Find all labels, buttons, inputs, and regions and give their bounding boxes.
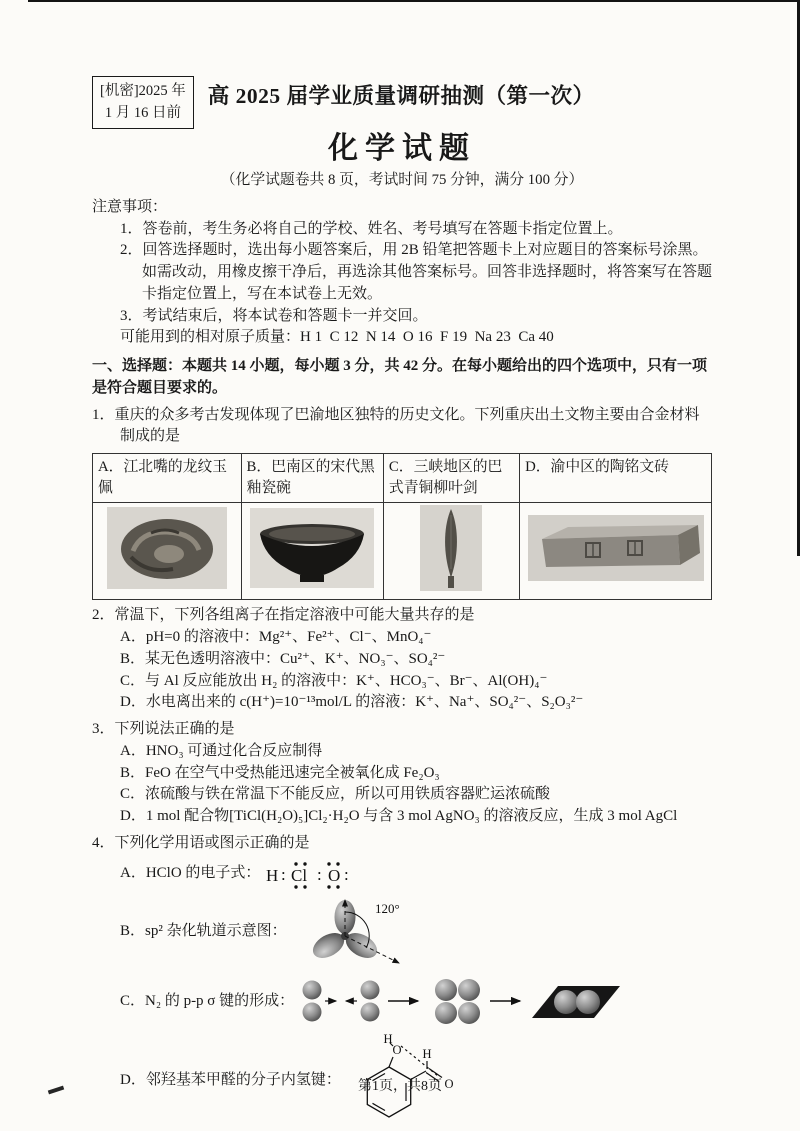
overlapping-orbitals [435,979,480,1024]
pp-sigma-bond-formation-diagram [294,975,626,1029]
exam-subtitle: （化学试题卷共 8 页，考试时间 75 分钟，满分 100 分） [220,172,584,189]
q3-option-a: A．HNO₃ 可通过化合反应制得 [120,742,323,759]
sp2-hybrid-orbital-diagram [287,895,437,969]
svg-text::: : [317,864,323,884]
svg-text::: : [281,864,287,884]
jade-dragon-pendant-photo [107,507,227,589]
q2-option-d: D．水电离出来的 c(H⁺)=10⁻¹³mol/L 的溶液：K⁺、Na⁺、SO₄²⁻、S₂O₃²⁻ [120,694,584,711]
question-3 [92,719,712,828]
hclo-electron-dot-formula [260,857,372,891]
q3-option-d: D．1 mol 配合物[TiCl(H₂O)₅]Cl₂·H₂O 与含 3 mol AgNO₃ 的溶液反应，生成 3 mol AgCl [120,808,678,824]
phenol-oxygen-label: O [392,1042,402,1057]
q1-photo-row [93,502,712,600]
notice-title: 注意事项： [92,198,168,215]
electron-formula-h: H [266,865,279,885]
q1-label-row [93,454,712,502]
q4-option-b [92,893,712,971]
q4-option-d-label: D．邻羟基苯甲醛的分子内氢键： [120,1071,341,1088]
q4-option-a-label: A．HClO 的电子式： [120,864,261,881]
atomic-mass-line: 可能用到的相对原子质量：H 1 C 12 N 14 O 16 F 19 Na 23 Ca 40 [120,329,554,346]
question-2-stem: 2．常温下，下列各组离子在指定溶液中可能大量共存的是 [92,607,475,624]
electron-formula-cl: Cl [291,865,308,885]
q2-option-b: B．某无色透明溶液中：Cu²⁺、K⁺、NO₃⁻、SO₄²⁻ [120,650,446,667]
secrecy-line-2: 1 月 16 日前 [104,105,181,122]
q1-option-a-cell [93,502,242,600]
q1-options-table [92,453,712,600]
notice-section [92,197,712,349]
header [92,76,712,129]
q3-option-b: B．FeO 在空气中受热能迅速完全被氧化成 Fe₂O₃ [120,764,440,781]
subject-title: 化学试题 [328,131,476,165]
q1-option-c-label: C．三峡地区的巴式青铜柳叶剑 [383,454,519,502]
q4-option-c [92,973,712,1031]
q4-option-b-label: B．sp² 杂化轨道示意图： [120,922,287,939]
notice-item-2: 2．回答选择题时，选出每小题答案后，用 2B 铅笔把答题卡上对应题目的答案标号涂黑。如需改动，用橡皮擦干净后，再选涂其他答案标号。回答非选择题时，将答案写在答题卡指定位置上，写在本试卷上无效。 [120,242,713,302]
sp2-lobes [308,900,381,963]
q1-option-d-label: D．渝中区的陶铭文砖 [520,454,712,502]
page-footer: 第1页，共8页 [358,1079,442,1094]
page-content [92,0,712,1129]
aldehyde-hydrogen-label: H [422,1046,432,1061]
electron-formula-o: O [328,865,341,885]
secrecy-line-1: [机密]2025 年 [100,83,186,99]
p-orbital-left [303,980,322,1021]
question-3-stem: 3．下列说法正确的是 [92,721,235,737]
q1-option-b-label: B．巴南区的宋代黑釉瓷碗 [241,454,383,502]
q4-option-c-label: C．N₂ 的 p-p σ 键的形成： [120,992,295,1009]
orbital-angle-label: 120° [374,900,400,916]
q2-option-c: C．与 Al 反应能放出 H₂ 的溶液中：K⁺、HCO₃⁻、Br⁻、Al(OH)₄⁻ [120,672,548,689]
q2-option-a: A．pH=0 的溶液中：Mg²⁺、Fe²⁺、Cl⁻、MnO₄⁻ [120,629,432,645]
black-glazed-bowl-photo [250,508,374,588]
notice-item-3: 3．考试结束后，将本试卷和答题卡一并交回。 [120,307,428,324]
section-one-title: 一、选择题：本题共 14 小题，每小题 3 分，共 42 分。在每小题给出的四个选项中，只有一项是符合题目要求的。 [92,358,708,396]
q1-option-a-label: A．江北嘴的龙纹玉佩 [93,454,242,502]
q1-option-c-cell [383,502,519,600]
exam-title: 高 2025 届学业质量调研抽测（第一次） [207,84,595,108]
question-4-stem: 4．下列化学用语或图示正确的是 [92,834,310,851]
inscribed-pottery-brick-photo [528,515,704,581]
carbonyl-oxygen-label: O [444,1076,454,1091]
phenol-hydrogen-label: H [383,1033,393,1046]
q4-option-a [92,857,712,891]
p-orbital-right [361,980,380,1021]
secrecy-box [92,76,194,129]
bond-plane-with-spheres [532,986,620,1018]
q1-option-d-cell [520,502,712,600]
notice-item-1: 1．答卷前，考生务必将自己的学校、姓名、考号填写在答题卡指定位置上。 [120,220,623,237]
q1-option-b-cell [241,502,383,600]
question-2 [92,605,712,714]
q3-option-c: C．浓硫酸与铁在常温下不能反应，所以可用铁质容器贮运浓硫酸 [120,786,551,803]
bronze-willow-leaf-sword-photo [420,505,482,591]
question-1 [92,405,712,601]
question-1-stem: 1．重庆的众多考古发现体现了巴渝地区独特的历史文化。下列重庆出土文物主要由合金材料制成的是 [92,406,700,445]
svg-text::: : [344,864,350,884]
